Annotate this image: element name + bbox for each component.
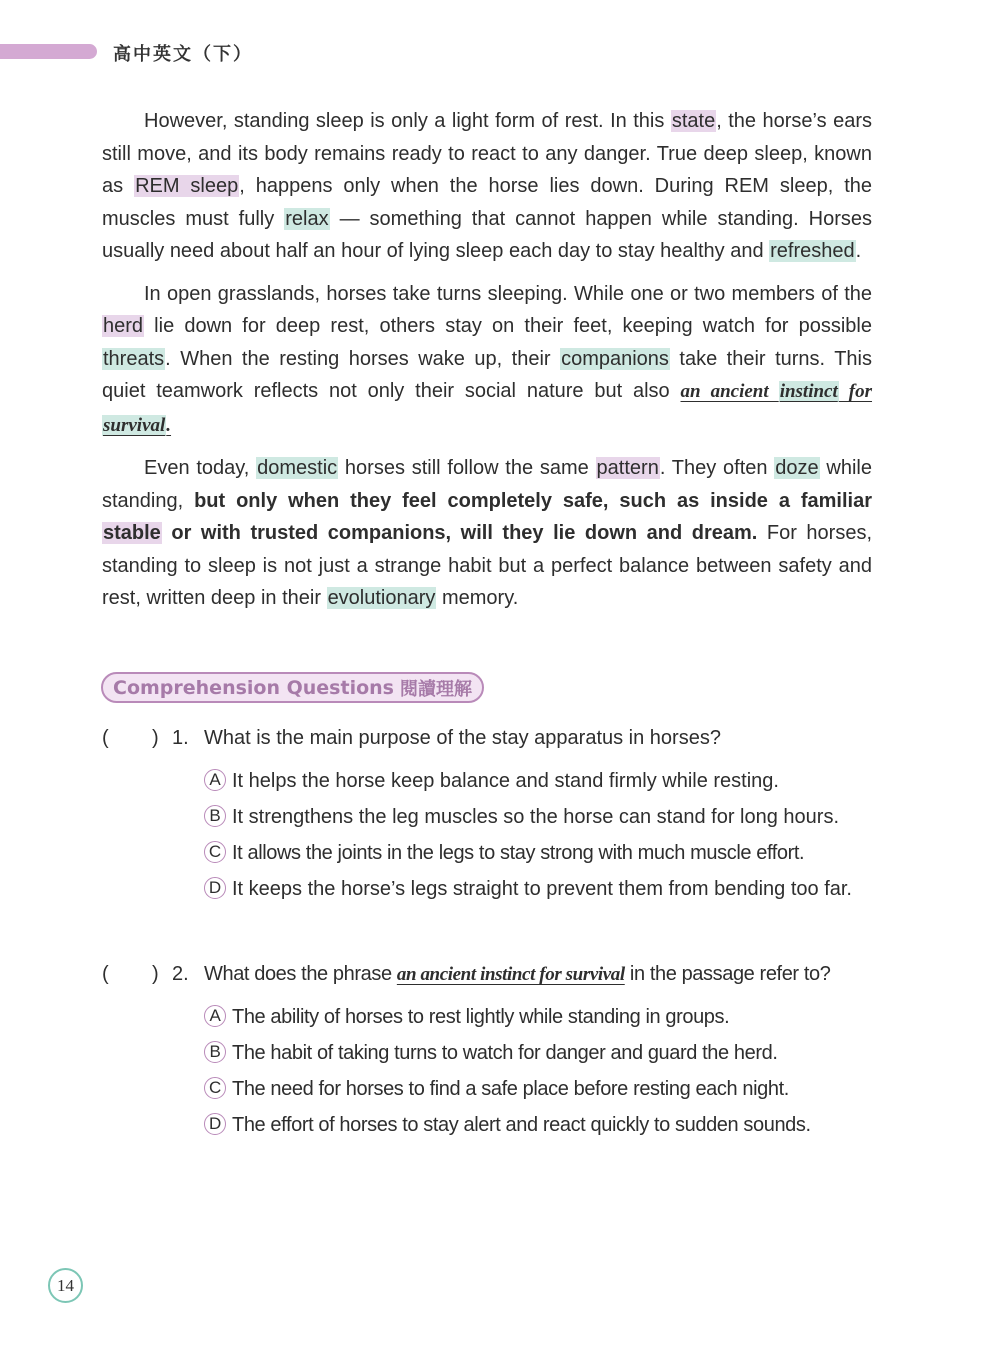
option-letter: D bbox=[204, 1113, 226, 1135]
bold-text: but only when they feel completely safe, such as inside a familiar bbox=[194, 489, 872, 512]
phrase-part: for bbox=[838, 381, 873, 402]
text: memory. bbox=[436, 587, 519, 609]
option-letter: B bbox=[204, 805, 226, 827]
vocab-highlight: survival bbox=[103, 414, 166, 436]
vocab-highlight: state bbox=[671, 110, 716, 132]
option-c[interactable] bbox=[204, 839, 882, 867]
text: However, standing sleep is only a light form of rest. In this bbox=[144, 110, 671, 132]
option-text: It allows the joints in the legs to stay strong with much muscle effort. bbox=[232, 842, 805, 864]
page-number: 14 bbox=[48, 1268, 83, 1303]
text: . They often bbox=[659, 457, 775, 479]
option-text: The need for horses to find a safe place before resting each night. bbox=[232, 1078, 789, 1100]
heading-en: Comprehension Questions bbox=[113, 676, 394, 699]
option-text: The habit of taking turns to watch for danger and guard the herd. bbox=[232, 1042, 778, 1064]
vocab-highlight: domestic bbox=[257, 457, 338, 479]
vocab-highlight: REM sleep bbox=[135, 175, 239, 197]
book-title: 高中英文（下） bbox=[113, 44, 253, 65]
paragraph-3 bbox=[102, 452, 872, 615]
option-d[interactable] bbox=[204, 875, 882, 903]
vocab-highlight: evolutionary bbox=[327, 587, 436, 609]
text: In open grasslands, horses take turns sleeping. While one or two members of the bbox=[144, 282, 872, 305]
question-1 bbox=[102, 727, 882, 911]
text: lie down for deep rest, others stay on their feet, keeping watch for possible bbox=[144, 315, 872, 337]
option-text: The ability of horses to rest lightly while standing in groups. bbox=[232, 1006, 730, 1028]
vocab-highlight: relax bbox=[285, 207, 329, 230]
text: horses still follow the same bbox=[338, 457, 596, 479]
text: — something that cannot happen while standing. Horses usually need about half an hour of lying sleep each day to stay healthy and bbox=[102, 207, 872, 262]
text: . When the resting horses wake up, their bbox=[165, 347, 561, 370]
option-letter: A bbox=[204, 769, 226, 791]
answer-blank-open[interactable]: ( bbox=[102, 963, 109, 985]
question-number: 2. bbox=[172, 963, 189, 985]
vocab-highlight: herd bbox=[103, 315, 144, 337]
question-2 bbox=[102, 963, 882, 1147]
option-text: It helps the horse keep balance and stand firmly while resting. bbox=[232, 770, 779, 792]
vocab-highlight: threats bbox=[103, 347, 165, 370]
reading-passage bbox=[102, 105, 872, 625]
question-number: 1. bbox=[172, 727, 189, 749]
vocab-highlight: stable bbox=[103, 522, 161, 544]
text: What does the phrase bbox=[204, 963, 397, 985]
answer-blank-close: ) bbox=[152, 963, 159, 985]
vocab-highlight: instinct bbox=[779, 381, 838, 402]
vocab-highlight: pattern bbox=[596, 457, 659, 479]
text: , happens only when the horse lies down. During REM sleep, the muscles must fully bbox=[102, 175, 872, 230]
paragraph-1 bbox=[102, 105, 872, 268]
text: . bbox=[855, 240, 862, 262]
question-text bbox=[204, 963, 882, 986]
option-text: It strengthens the leg muscles so the horse can stand for long hours. bbox=[232, 806, 840, 828]
phrase-part: . bbox=[166, 414, 172, 436]
phrase-part: an ancient bbox=[680, 381, 779, 402]
answer-blank-close: ) bbox=[152, 727, 159, 749]
key-phrase: an ancient instinct for survival bbox=[396, 964, 625, 985]
option-letter: C bbox=[204, 1077, 226, 1099]
option-b[interactable] bbox=[204, 1039, 882, 1067]
option-letter: A bbox=[204, 1005, 226, 1027]
option-a[interactable] bbox=[204, 1003, 882, 1031]
text: For horses, standing to sleep is not just a strange habit but a perfect balance between safety and rest, written deep in their bbox=[102, 522, 873, 609]
vocab-highlight: doze bbox=[775, 457, 819, 479]
option-text: The effort of horses to stay alert and react quickly to sudden sounds. bbox=[232, 1114, 811, 1136]
heading-zh: 閱讀理解 bbox=[399, 678, 472, 700]
vocab-highlight: refreshed bbox=[770, 240, 855, 262]
answer-blank-open[interactable]: ( bbox=[102, 727, 109, 749]
option-text: It keeps the horse’s legs straight to prevent them from bending too far. bbox=[232, 878, 852, 900]
option-d[interactable] bbox=[204, 1111, 882, 1139]
vocab-highlight: companions bbox=[561, 347, 669, 370]
question-text: What is the main purpose of the stay apparatus in horses? bbox=[204, 727, 721, 749]
text: , the horse’s ears still move, and its body remains ready to react to any danger. True deep sleep, known as bbox=[102, 110, 872, 197]
option-a[interactable] bbox=[204, 767, 882, 795]
text: in the passage refer to? bbox=[624, 963, 831, 985]
text: Even today, bbox=[144, 457, 257, 479]
option-c[interactable] bbox=[204, 1075, 882, 1103]
paragraph-2 bbox=[102, 278, 872, 443]
header-accent-bar bbox=[0, 44, 97, 59]
bold-text: or with trusted companions, will they lie down and dream. bbox=[161, 522, 758, 544]
text: while standing, bbox=[102, 457, 872, 512]
comprehension-questions-heading bbox=[101, 672, 484, 703]
option-letter: B bbox=[204, 1041, 226, 1063]
option-letter: C bbox=[204, 841, 226, 863]
text: take their turns. This quiet teamwork reflects not only their social nature but also bbox=[102, 347, 872, 402]
option-letter: D bbox=[204, 877, 226, 899]
option-b[interactable] bbox=[204, 803, 882, 831]
